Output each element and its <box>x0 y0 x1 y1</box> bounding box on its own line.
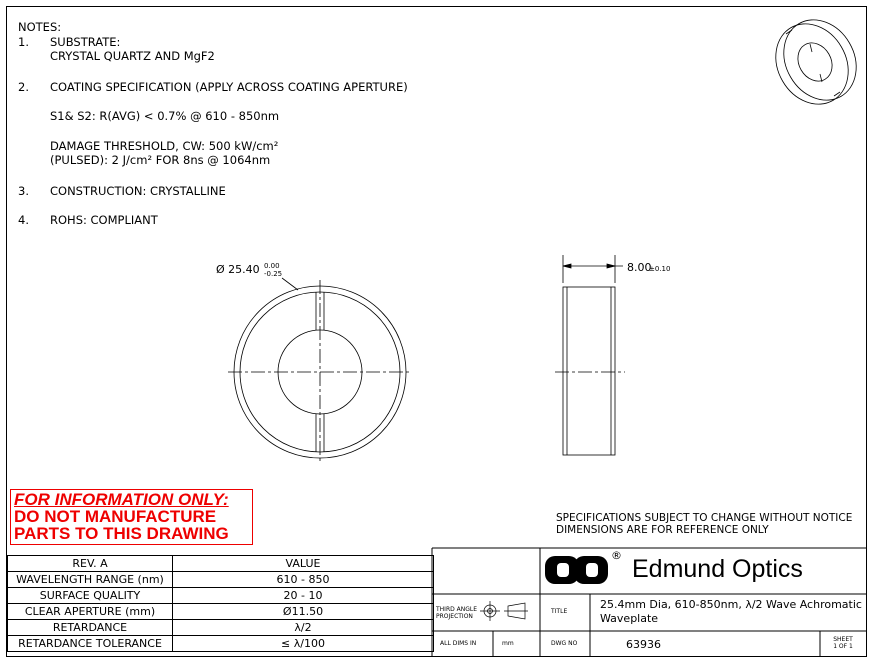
warning-line-3: PARTS TO THIS DRAWING <box>14 524 229 543</box>
projection-label: THIRD ANGLE PROJECTION <box>436 606 478 620</box>
isometric-view <box>762 7 871 118</box>
dwg-no-label: DWG NO <box>551 640 578 647</box>
table-row: RETARDANCE λ/2 <box>8 620 434 636</box>
all-dims-label: ALL DIMS IN <box>440 640 477 647</box>
side-view <box>555 255 625 455</box>
brand-registered-mark: ® <box>611 549 622 562</box>
dwg-no-value: 63936 <box>626 638 661 651</box>
warning-line-1: FOR INFORMATION ONLY: <box>14 490 229 509</box>
spec-table <box>7 555 434 652</box>
table-header: REV. A VALUE <box>8 556 434 572</box>
drawing-title: 25.4mm Dia, 610-850nm, λ/2 Wave Achromatic Waveplate <box>600 598 862 625</box>
table-row: RETARDANCE TOLERANCE ≤ λ/100 <box>8 636 434 652</box>
table-row: SURFACE QUALITY 20 - 10 <box>8 588 434 604</box>
front-view <box>228 278 412 464</box>
spec-disclaimer: SPECIFICATIONS SUBJECT TO CHANGE WITHOUT NOTICE DIMENSIONS ARE FOR REFERENCE ONLY <box>556 512 853 536</box>
table-row: WAVELENGTH RANGE (nm) 610 - 850 <box>8 572 434 588</box>
brand-name: Edmund Optics <box>632 555 803 583</box>
diameter-tol-lower: -0.25 <box>264 270 283 278</box>
warning-box <box>10 489 253 545</box>
sheet-block: SHEET 1 OF 1 <box>833 636 853 650</box>
thickness-tol: ±0.10 <box>649 265 671 273</box>
table-row: CLEAR APERTURE (mm) Ø11.50 <box>8 604 434 620</box>
thickness-dim: 8.00 <box>627 261 652 274</box>
third-angle-projection-icon <box>480 601 528 621</box>
diameter-tol-upper: 0.00 <box>264 262 280 270</box>
title-label: TITLE <box>551 608 568 615</box>
diameter-dim: Ø 25.40 <box>216 263 260 276</box>
warning-line-2: DO NOT MANUFACTURE <box>14 507 217 526</box>
edmund-optics-logo-icon <box>545 556 608 584</box>
notes-title: NOTES: <box>18 20 62 34</box>
units-value: mm <box>502 640 514 647</box>
